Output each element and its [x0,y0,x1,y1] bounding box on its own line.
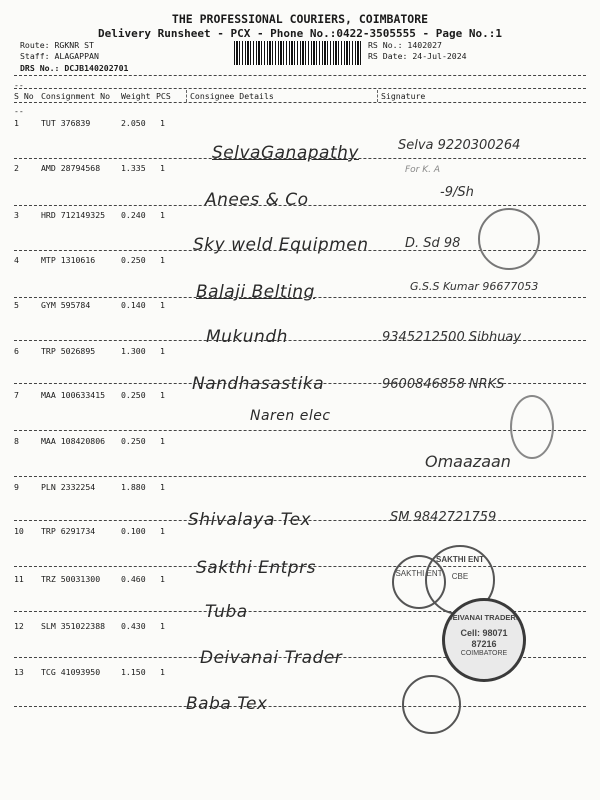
row-sno: 13 [14,667,24,677]
row-consignment: TUT 376839 [41,118,91,128]
route-label: Route: RGKNR ST [20,40,94,50]
row-pcs: 1 [160,621,165,631]
row-weight: 0.430 [121,621,146,631]
row-divider [14,476,586,477]
row-sno: 5 [14,300,19,310]
row-pcs: 1 [160,346,165,356]
handwritten-consignee: Balaji Belting [196,282,315,302]
col-consignment: Consignment No [41,91,111,101]
row-weight: 1.150 [121,667,146,677]
drs-number: DRS No.: DCJB140202701 [20,63,129,73]
handwritten-consignee: SelvaGanapathy [212,143,359,163]
row-consignment: GYM 595784 [41,300,91,310]
row-consignment: SLM 351022388 [41,621,106,631]
stamp-text: DEIVANAI TRADERS [447,613,521,622]
row-pcs: 1 [160,300,165,310]
row-consignment: AMD 28794568 [41,163,101,173]
handwritten-signature: 9345212500 Sibhuay [382,330,522,345]
row-sno: 1 [14,118,19,128]
col-separator [377,90,378,102]
row-weight: 0.250 [121,390,146,400]
stamp-text: COIMBATORE [460,650,508,657]
row-pcs: 1 [160,210,165,220]
divider-mark: -- [14,106,24,116]
company-title: THE PROFESSIONAL COURIERS, COIMBATORE [171,12,429,26]
row-weight: 0.100 [121,526,146,536]
divider [14,88,586,89]
row-sno: 11 [14,574,24,584]
row-divider [14,430,586,431]
runsheet-title: Delivery Runsheet - PCX - Phone No.:0422-3505555 - Page No.:1 [98,27,502,40]
row-pcs: 1 [160,436,165,446]
handwritten-signature: Omaazaan [425,452,511,471]
row-consignment: MAA 100633415 [41,390,106,400]
handwritten-signature: D. Sd 98 [405,236,461,251]
row-weight: 1.880 [121,482,146,492]
row-pcs: 1 [160,118,165,128]
divider-mark: -- [14,80,24,90]
round-stamp [478,208,540,270]
row-weight: 2.050 [121,118,146,128]
row-consignment: TRP 5026895 [41,346,96,356]
deivanai-stamp [442,598,526,682]
round-stamp [402,675,461,734]
stamp-text: CBE [451,572,469,581]
row-sno: 12 [14,621,24,631]
row-pcs: 1 [160,390,165,400]
handwritten-signature: -9/Sh [440,185,474,200]
row-sno: 7 [14,390,19,400]
row-pcs: 1 [160,574,165,584]
row-pcs: 1 [160,482,165,492]
row-weight: 1.335 [121,163,146,173]
row-weight: 0.240 [121,210,146,220]
handwritten-consignee: Deivanai Trader [200,648,343,668]
row-pcs: 1 [160,163,165,173]
handwritten-consignee: Sakthi Entprs [196,558,316,578]
row-sno: 6 [14,346,19,356]
row-pcs: 1 [160,255,165,265]
col-sno: S No [14,91,34,101]
row-consignment: MAA 108420806 [41,436,106,446]
row-divider [14,706,586,707]
handwritten-signature: Selva 9220300264 [398,138,521,153]
row-consignment: TCG 41093950 [41,667,101,677]
row-pcs: 1 [160,667,165,677]
handwritten-signature: G.S.S Kumar 96677053 [410,280,539,293]
row-weight: 0.460 [121,574,146,584]
round-stamp [510,395,554,459]
row-consignment: TRZ 50031300 [41,574,101,584]
col-weight: Weight [121,91,151,101]
divider [14,102,586,103]
row-consignment: MTP 1310616 [41,255,96,265]
row-pcs: 1 [160,526,165,536]
row-weight: 0.250 [121,436,146,446]
row-consignment: TRP 6291734 [41,526,96,536]
row-sno: 9 [14,482,19,492]
row-sno: 10 [14,526,24,536]
row-sno: 4 [14,255,19,265]
handwritten-consignee: Anees & Co [205,190,309,210]
stamp-text: Cell: 98071 87216 [460,628,508,649]
row-weight: 0.250 [121,255,146,265]
barcode [234,41,362,65]
handwritten-consignee: Shivalaya Tex [188,510,312,530]
handwritten-consignee: Sky weld Equipmen [193,235,369,255]
handwritten-consignee: Naren elec [250,408,331,424]
divider [14,75,586,76]
col-signature: Signature [381,91,426,101]
row-weight: 1.300 [121,346,146,356]
handwritten-consignee: Baba Tex [186,694,268,714]
row-sno: 2 [14,163,19,173]
row-consignment: HRD 712149325 [41,210,106,220]
row-weight: 0.140 [121,300,146,310]
stamp-text: SAKTHI ENT [395,569,443,578]
handwritten-consignee: Mukundh [206,327,288,347]
col-pcs: PCS [156,91,171,101]
col-separator [186,90,187,102]
handwritten-consignee: Tuba [205,602,248,622]
stamp-text: For K. A [405,165,441,175]
staff-label: Staff: ALAGAPPAN [20,51,99,61]
rs-number: RS No.: 1402027 [368,40,442,50]
stamp-text: SAKTHI ENT [436,555,484,564]
handwritten-consignee: Nandhasastika [192,374,325,394]
handwritten-signature: SM 9842721759 [390,510,497,525]
row-sno: 3 [14,210,19,220]
rs-date: RS Date: 24-Jul-2024 [368,51,467,61]
col-consignee: Consignee Details [190,91,274,101]
handwritten-signature: 9600846858 NRKS [382,377,505,392]
row-sno: 8 [14,436,19,446]
row-consignment: PLN 2332254 [41,482,96,492]
